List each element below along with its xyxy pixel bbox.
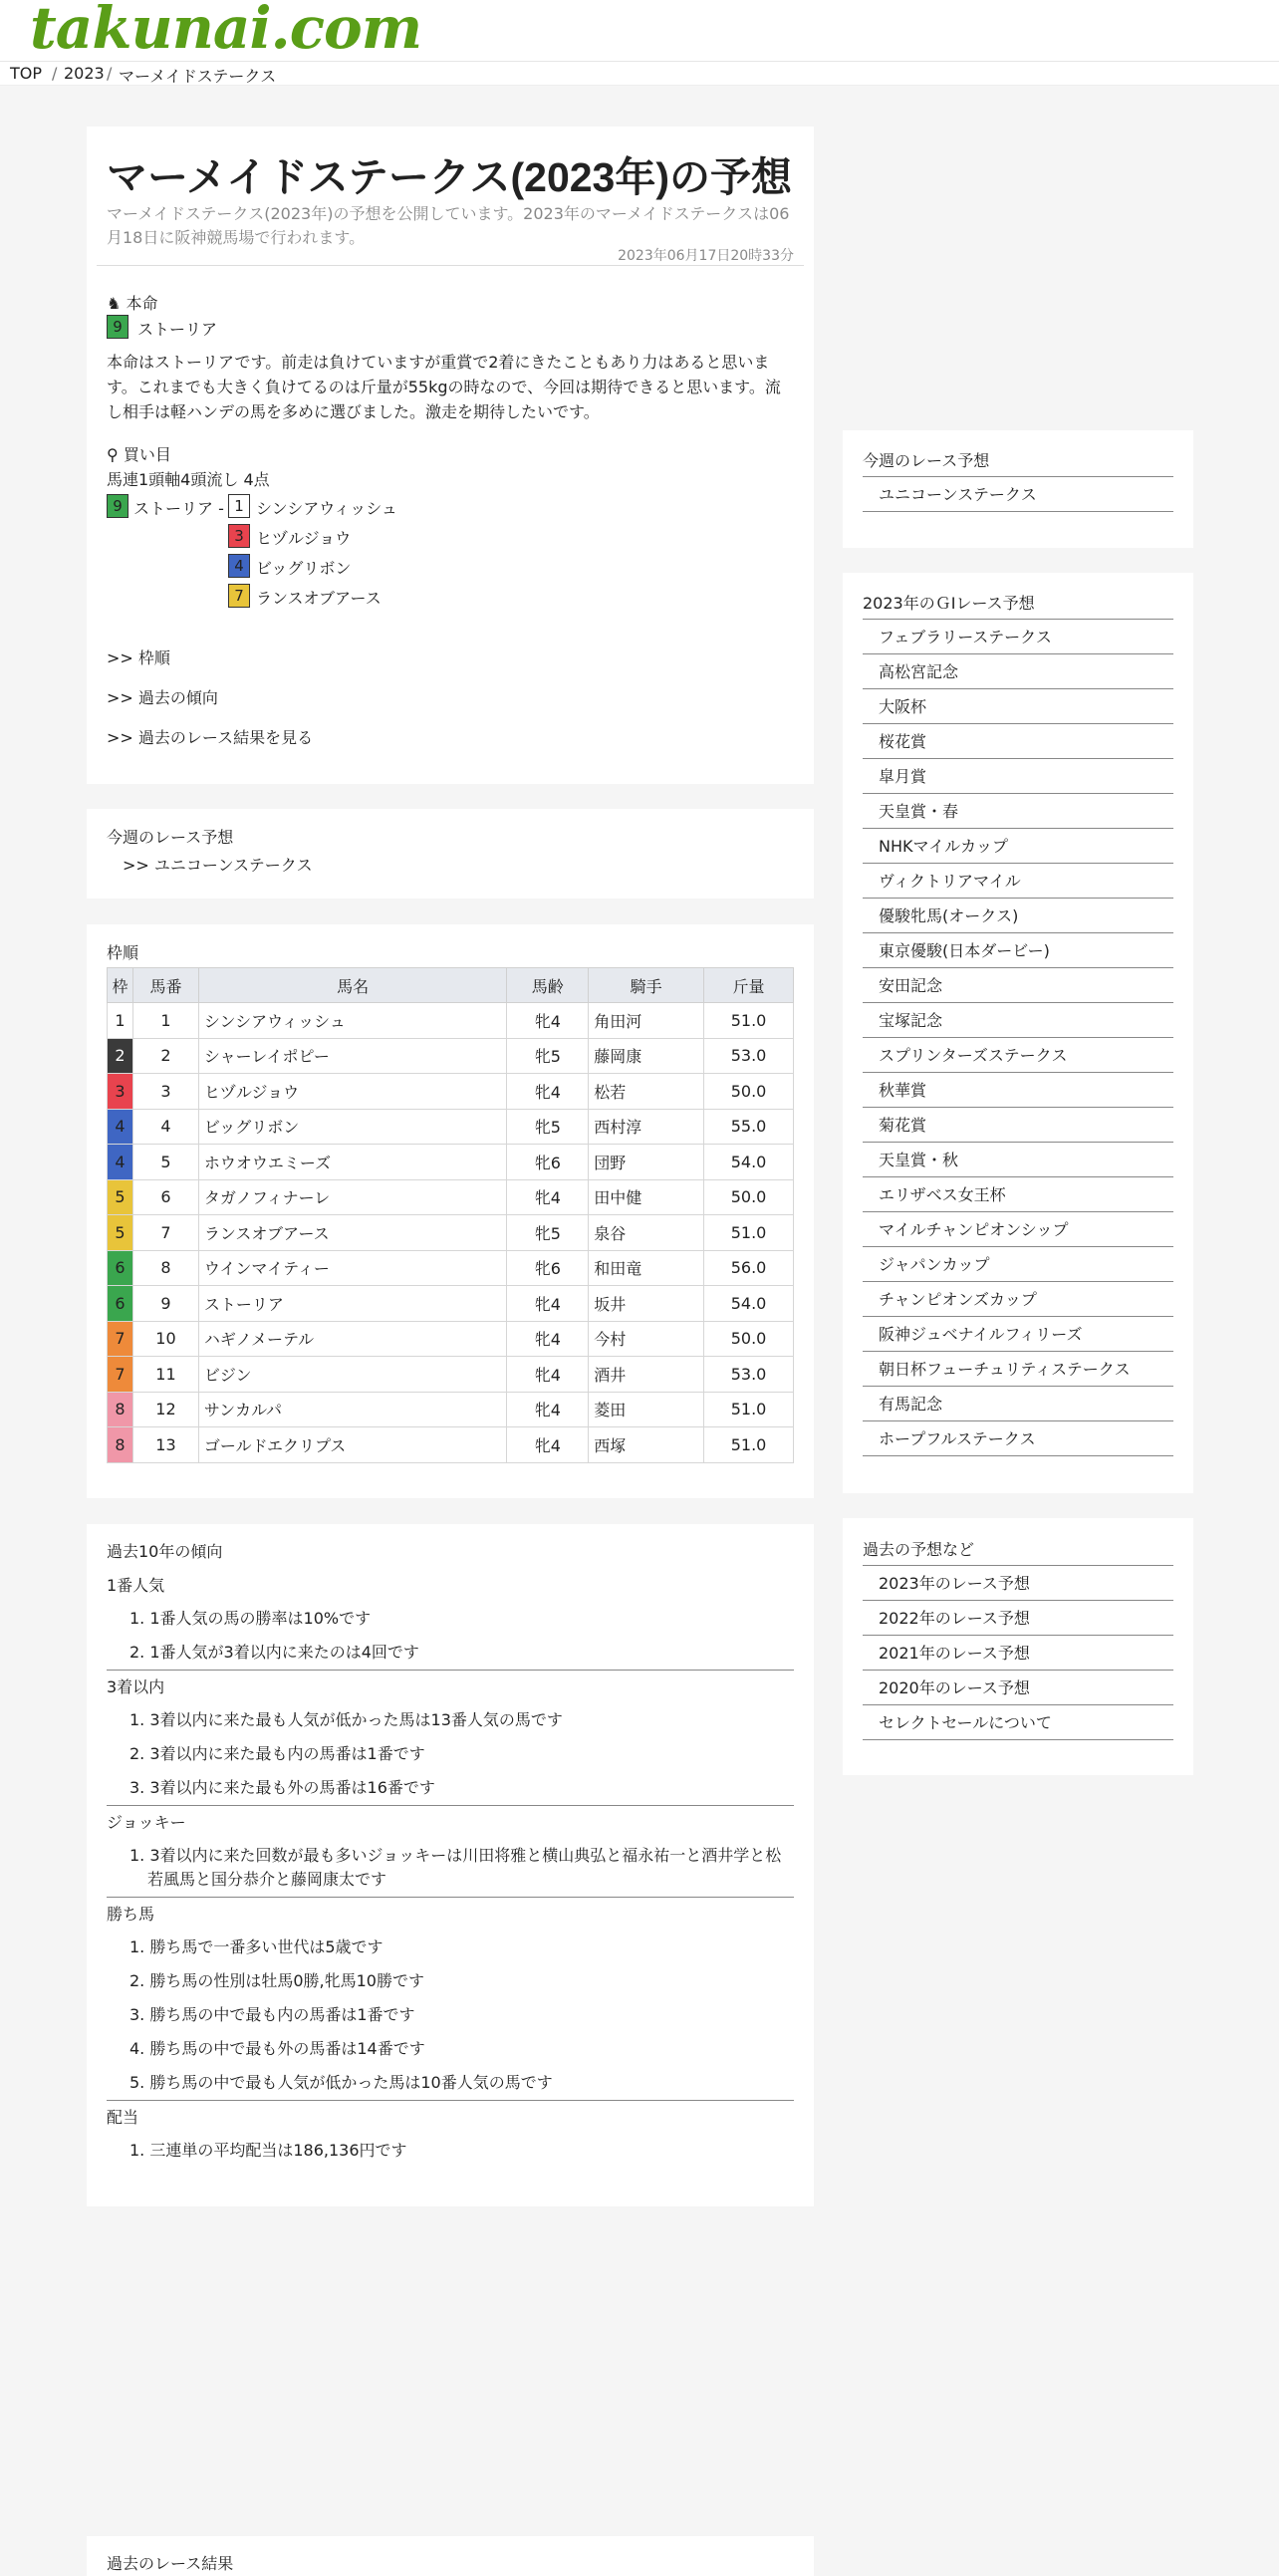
age-cell: 牝4 (507, 1179, 589, 1215)
umaban-cell: 13 (132, 1427, 198, 1463)
waku-cell: 7 (108, 1321, 133, 1357)
table-row (108, 1145, 794, 1180)
trend-item: 1. 1番人気の馬の勝率は10%です (129, 1609, 372, 1628)
partner-number: 7 (228, 584, 250, 608)
trend-section-title: ジョッキー (107, 1813, 186, 1832)
sidebar-item[interactable]: ヴィクトリアマイル (863, 864, 1173, 899)
kinryo-cell: 53.0 (704, 1038, 794, 1074)
horse-name-cell: ゴールドエクリプス (198, 1427, 506, 1463)
link-trends[interactable]: >> 過去の傾向 (107, 688, 218, 707)
age-cell: 牝4 (507, 1357, 589, 1393)
sidebar-item[interactable]: 2021年のレース予想 (863, 1636, 1173, 1671)
waku-cell: 2 (108, 1038, 133, 1074)
breadcrumb-current: マーメイドステークス (119, 67, 277, 86)
breadcrumb-separator: / (52, 64, 58, 83)
umaban-cell: 8 (132, 1250, 198, 1286)
table-row (108, 1215, 794, 1251)
waku-cell: 4 (108, 1109, 133, 1145)
umaban-cell: 9 (132, 1286, 198, 1322)
trend-item: 1. 3着以内に来た最も人気が低かった馬は13番人気の馬です (129, 1710, 563, 1729)
kinryo-cell: 55.0 (704, 1109, 794, 1145)
age-cell: 牝4 (507, 1003, 589, 1039)
sidebar-item[interactable]: スプリンターズステークス (863, 1038, 1173, 1073)
breadcrumb-top[interactable]: TOP (10, 64, 43, 83)
breadcrumb (0, 62, 1279, 86)
umaban-cell: 1 (132, 1003, 198, 1039)
sidebar-item[interactable]: ホープフルステークス (863, 1421, 1173, 1456)
umaban-cell: 10 (132, 1321, 198, 1357)
horse-name-cell: タガノフィナーレ (198, 1179, 506, 1215)
sidebar-item[interactable]: 朝日杯フューチュリティステークス (863, 1352, 1173, 1387)
table-row (108, 1038, 794, 1074)
age-cell: 牝6 (507, 1250, 589, 1286)
waku-cell: 8 (108, 1427, 133, 1463)
trend-item: 3. 勝ち馬の中で最も内の馬番は1番です (129, 2005, 415, 2024)
partner-number: 1 (228, 494, 250, 518)
trend-item: 1. 3着以内に来た回数が最も多いジョッキーは川田将雅と横山典弘と福永祐一と酒井学と松若風馬と国分恭介と藤岡康太です (129, 1846, 782, 1889)
waku-cell: 4 (108, 1145, 133, 1180)
weekly-title: 今週のレース予想 (107, 828, 234, 847)
sidebar-item[interactable]: 天皇賞・春 (863, 794, 1173, 829)
sidebar-item[interactable]: 天皇賞・秋 (863, 1143, 1173, 1177)
column-header: 騎手 (589, 968, 704, 1003)
trend-section-title: 配当 (107, 2108, 139, 2127)
trend-divider (107, 1805, 794, 1806)
age-cell: 牝5 (507, 1109, 589, 1145)
trend-item: 2. 3着以内に来た最も内の馬番は1番です (129, 1744, 425, 1763)
trends-title: 過去10年の傾向 (107, 1542, 223, 1561)
table-row (108, 1357, 794, 1393)
post-date: 2023年06月17日20時33分 (618, 248, 794, 264)
jockey-cell: 松若 (589, 1074, 704, 1110)
link-wakujun[interactable]: >> 枠順 (107, 648, 170, 667)
weekly-link[interactable]: >> ユニコーンステークス (123, 856, 313, 875)
waku-cell: 5 (108, 1215, 133, 1251)
kaime-heading: ⚲ 買い目 (107, 445, 171, 464)
trend-item: 2. 1番人気が3着以内に来たのは4回です (129, 1643, 419, 1662)
sidebar-item[interactable]: セレクトセールについて (863, 1705, 1173, 1740)
trend-item: 4. 勝ち馬の中で最も外の馬番は14番です (129, 2039, 425, 2058)
partner-name: シンシアウィッシュ (256, 499, 397, 518)
partner-name: ビッグリボン (256, 559, 352, 578)
horse-name-cell: シャーレイポピー (198, 1038, 506, 1074)
partner-number: 4 (228, 554, 250, 578)
sidebar-item[interactable]: 皐月賞 (863, 759, 1173, 794)
kinryo-cell: 50.0 (704, 1179, 794, 1215)
waku-cell: 5 (108, 1179, 133, 1215)
sidebar-item[interactable]: 阪神ジュベナイルフィリーズ (863, 1317, 1173, 1352)
trend-section-title: 勝ち馬 (107, 1905, 155, 1924)
waku-cell: 8 (108, 1392, 133, 1427)
waku-cell: 3 (108, 1074, 133, 1110)
table-row (108, 1074, 794, 1110)
age-cell: 牝6 (507, 1145, 589, 1180)
waku-cell: 7 (108, 1357, 133, 1393)
umaban-cell: 12 (132, 1392, 198, 1427)
column-header: 斤量 (704, 968, 794, 1003)
kinryo-cell: 51.0 (704, 1003, 794, 1039)
horse-name-cell: ストーリア (198, 1286, 506, 1322)
table-header (108, 968, 794, 1003)
page-lead: マーメイドステークス(2023年)の予想を公開しています。2023年のマーメイドステークスは06月18日に阪神競馬場で行われます。 (107, 204, 790, 247)
search-icon: ⚲ (107, 445, 119, 464)
trend-section-title: 1番人気 (107, 1576, 165, 1595)
age-cell: 牝4 (507, 1392, 589, 1427)
sidebar-item[interactable]: 有馬記念 (863, 1387, 1173, 1421)
horse-name-cell: ビジン (198, 1357, 506, 1393)
sidebar-item[interactable]: 2022年のレース予想 (863, 1601, 1173, 1636)
trend-item: 3. 3着以内に来た最も外の馬番は16番です (129, 1778, 435, 1797)
column-header: 馬齢 (507, 968, 589, 1003)
axis-horse-name: ストーリア - (133, 499, 224, 518)
divider (97, 265, 804, 266)
horse-name-cell: シンシアウィッシュ (198, 1003, 506, 1039)
trend-item: 1. 勝ち馬で一番多い世代は5歳です (129, 1937, 384, 1956)
horse-name-cell: ホウオウエミーズ (198, 1145, 506, 1180)
horse-name-cell: ランスオブアース (198, 1215, 506, 1251)
age-cell: 牝4 (507, 1074, 589, 1110)
umaban-cell: 4 (132, 1109, 198, 1145)
page-title: マーメイドステークス(2023年)の予想 (107, 154, 793, 200)
horse-name-cell: ヒヅルジョウ (198, 1074, 506, 1110)
sidebar-g1-title: 2023年のＧⅠレース予想 (863, 594, 1035, 613)
table-body (108, 1003, 794, 1463)
table-row (108, 1286, 794, 1322)
horse-name-cell: ウインマイティー (198, 1250, 506, 1286)
umaban-cell: 3 (132, 1074, 198, 1110)
table-row (108, 1109, 794, 1145)
kinryo-cell: 53.0 (704, 1357, 794, 1393)
sidebar-item[interactable]: マイルチャンピオンシップ (863, 1212, 1173, 1247)
jockey-cell: 和田竜 (589, 1250, 704, 1286)
waku-cell: 1 (108, 1003, 133, 1039)
umaban-cell: 5 (132, 1145, 198, 1180)
age-cell: 牝4 (507, 1321, 589, 1357)
jockey-cell: 泉谷 (589, 1215, 704, 1251)
table-row (108, 1392, 794, 1427)
sidebar-item[interactable]: 宝塚記念 (863, 1003, 1173, 1038)
kinryo-cell: 51.0 (704, 1215, 794, 1251)
sidebar-item[interactable]: 秋華賞 (863, 1073, 1173, 1108)
horse-name-cell: ハギノメーテル (198, 1321, 506, 1357)
wakujun-table (107, 967, 794, 1463)
link-past-results[interactable]: >> 過去のレース結果を見る (107, 728, 314, 747)
prediction-comment: 本命はストーリアです。前走は負けていますが重賞で2着にきたこともあり力はあると思います。これまでも大きく負けてるのは斤量が55kgの時なので、今回は期待できると思います。流し相手は軽ハンデの馬を多めに選びました。激走を期待したいです。 (107, 353, 781, 421)
trend-divider (107, 1897, 794, 1898)
jockey-cell: 酒井 (589, 1357, 704, 1393)
age-cell: 牝5 (507, 1215, 589, 1251)
breadcrumb-separator: / (107, 64, 113, 83)
jockey-cell: 西塚 (589, 1427, 704, 1463)
column-header: 枠 (108, 968, 133, 1003)
sidebar-item[interactable]: 大阪杯 (863, 689, 1173, 724)
table-row (108, 1427, 794, 1463)
sidebar-item[interactable]: 高松宮記念 (863, 654, 1173, 689)
jockey-cell: 角田河 (589, 1003, 704, 1039)
sidebar-item[interactable]: 2023年のレース予想 (863, 1566, 1173, 1601)
partner-name: ヒヅルジョウ (256, 529, 352, 548)
jockey-cell: 藤岡康 (589, 1038, 704, 1074)
site-logo[interactable]: takunai.com (30, 0, 422, 62)
trend-section-title: 3着以内 (107, 1677, 165, 1696)
waku-cell: 6 (108, 1250, 133, 1286)
trend-item: 5. 勝ち馬の中で最も人気が低かった馬は10番人気の馬です (129, 2073, 553, 2092)
column-header: 馬番 (132, 968, 198, 1003)
table-row (108, 1179, 794, 1215)
kinryo-cell: 56.0 (704, 1250, 794, 1286)
sidebar-item[interactable]: NHKマイルカップ (863, 829, 1173, 864)
sidebar-item[interactable]: 桜花賞 (863, 724, 1173, 759)
breadcrumb-year[interactable]: 2023 (64, 64, 105, 83)
sidebar-item[interactable]: 菊花賞 (863, 1108, 1173, 1143)
wakujun-title: 枠順 (107, 943, 139, 962)
column-header: 馬名 (198, 968, 506, 1003)
kinryo-cell: 54.0 (704, 1286, 794, 1322)
axis-horse-number: 9 (107, 494, 128, 518)
honmei-number: 9 (107, 315, 128, 339)
table-row (108, 1321, 794, 1357)
trend-item: 2. 勝ち馬の性別は牡馬0勝,牝馬10勝です (129, 1971, 424, 1990)
kaime-description: 馬連1頭軸4頭流し 4点 (107, 470, 270, 489)
umaban-cell: 2 (132, 1038, 198, 1074)
sidebar-item[interactable]: 安田記念 (863, 968, 1173, 1003)
kinryo-cell: 50.0 (704, 1321, 794, 1357)
sidebar-item[interactable]: 優駿牝馬(オークス) (863, 899, 1173, 933)
umaban-cell: 11 (132, 1357, 198, 1393)
horse-name-cell: ビッグリボン (198, 1109, 506, 1145)
age-cell: 牝4 (507, 1427, 589, 1463)
jockey-cell: 西村淳 (589, 1109, 704, 1145)
age-cell: 牝5 (507, 1038, 589, 1074)
sidebar-item[interactable]: 東京優駿(日本ダービー) (863, 933, 1173, 968)
site-header (0, 0, 1279, 62)
sidebar-item[interactable]: チャンピオンズカップ (863, 1282, 1173, 1317)
jockey-cell: 菱田 (589, 1392, 704, 1427)
trend-item: 1. 三連単の平均配当は186,136円です (129, 2141, 407, 2160)
sidebar-weekly-title: 今週のレース予想 (863, 451, 990, 470)
table-row (108, 1003, 794, 1039)
age-cell: 牝4 (507, 1286, 589, 1322)
trend-divider (107, 2100, 794, 2101)
sidebar-past-title: 過去の予想など (863, 1540, 975, 1559)
horse-name-cell: サンカルパ (198, 1392, 506, 1427)
sidebar-item[interactable]: 2020年のレース予想 (863, 1671, 1173, 1705)
waku-cell: 6 (108, 1286, 133, 1322)
kinryo-cell: 50.0 (704, 1074, 794, 1110)
jockey-cell: 坂井 (589, 1286, 704, 1322)
horse-icon: ♞ (107, 294, 122, 313)
jockey-cell: 今村 (589, 1321, 704, 1357)
kinryo-cell: 54.0 (704, 1145, 794, 1180)
trend-divider (107, 1670, 794, 1671)
kinryo-cell: 51.0 (704, 1392, 794, 1427)
sidebar-item[interactable]: ユニコーンステークス (863, 477, 1173, 512)
sidebar-item[interactable]: ジャパンカップ (863, 1247, 1173, 1282)
honmei-name: ストーリア (137, 320, 218, 339)
partner-number: 3 (228, 524, 250, 548)
jockey-cell: 団野 (589, 1145, 704, 1180)
past-results-title: 過去のレース結果 (107, 2554, 234, 2573)
umaban-cell: 6 (132, 1179, 198, 1215)
kinryo-cell: 51.0 (704, 1427, 794, 1463)
table-row (108, 1250, 794, 1286)
umaban-cell: 7 (132, 1215, 198, 1251)
jockey-cell: 田中健 (589, 1179, 704, 1215)
sidebar-item[interactable]: エリザベス女王杯 (863, 1177, 1173, 1212)
partner-name: ランスオブアース (256, 589, 382, 608)
sidebar-item[interactable]: フェブラリーステークス (863, 620, 1173, 654)
honmei-heading: ♞ 本命 (107, 294, 158, 313)
